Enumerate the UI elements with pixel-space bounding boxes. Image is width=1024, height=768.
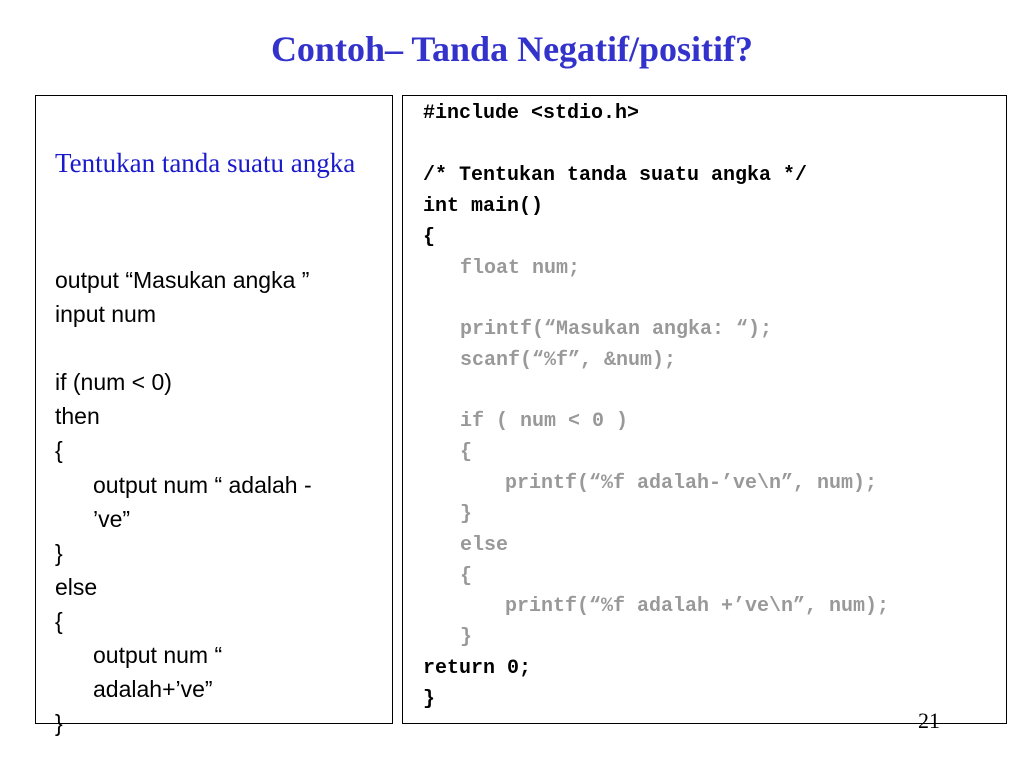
slide-title: Contoh– Tanda Negatif/positif? (270, 29, 754, 69)
code-line: if ( num < 0 ) (460, 410, 629, 433)
code-line: float num; (460, 257, 581, 280)
code-line: printf(“Masukan angka: “); (460, 318, 773, 341)
code-line: #include <stdio.h> (423, 102, 640, 125)
code-line: printf(“%f adalah +’ve\n”, num); (505, 595, 890, 618)
code-line: /* Tentukan tanda suatu angka */ (423, 164, 808, 187)
pseudocode-line: adalah+’ve” (93, 676, 213, 702)
code-line: } (423, 688, 436, 711)
pseudocode-line: output “Masukan angka ” (55, 267, 310, 293)
code-line: } (460, 626, 473, 649)
code-line: return 0; (423, 657, 532, 680)
pseudocode-line: input num (55, 301, 157, 327)
pseudocode-line: output num “ adalah - (93, 472, 312, 498)
pseudocode-line: if (num < 0) (55, 369, 172, 395)
pseudocode-line: } (55, 540, 63, 566)
page-number: 21 (918, 708, 940, 733)
code-line: } (460, 503, 473, 526)
code-line: else (460, 534, 509, 557)
pseudocode-line: { (55, 437, 63, 463)
code-line: { (460, 565, 473, 588)
pseudocode-line: { (55, 608, 63, 634)
pseudocode-line: else (55, 574, 98, 600)
code-line: printf(“%f adalah-’ve\n”, num); (505, 472, 878, 495)
code-line: { (423, 226, 436, 249)
pseudocode-heading: Tentukan tanda suatu angka (55, 148, 356, 178)
pseudocode-line: output num “ (93, 642, 223, 668)
pseudocode-line: ’ve” (93, 506, 131, 532)
code-line: scanf(“%f”, &num); (460, 349, 677, 372)
pseudocode-line: } (55, 710, 63, 736)
code-line: { (460, 441, 473, 464)
pseudocode-line: then (55, 403, 100, 429)
code-line: int main() (423, 195, 544, 218)
